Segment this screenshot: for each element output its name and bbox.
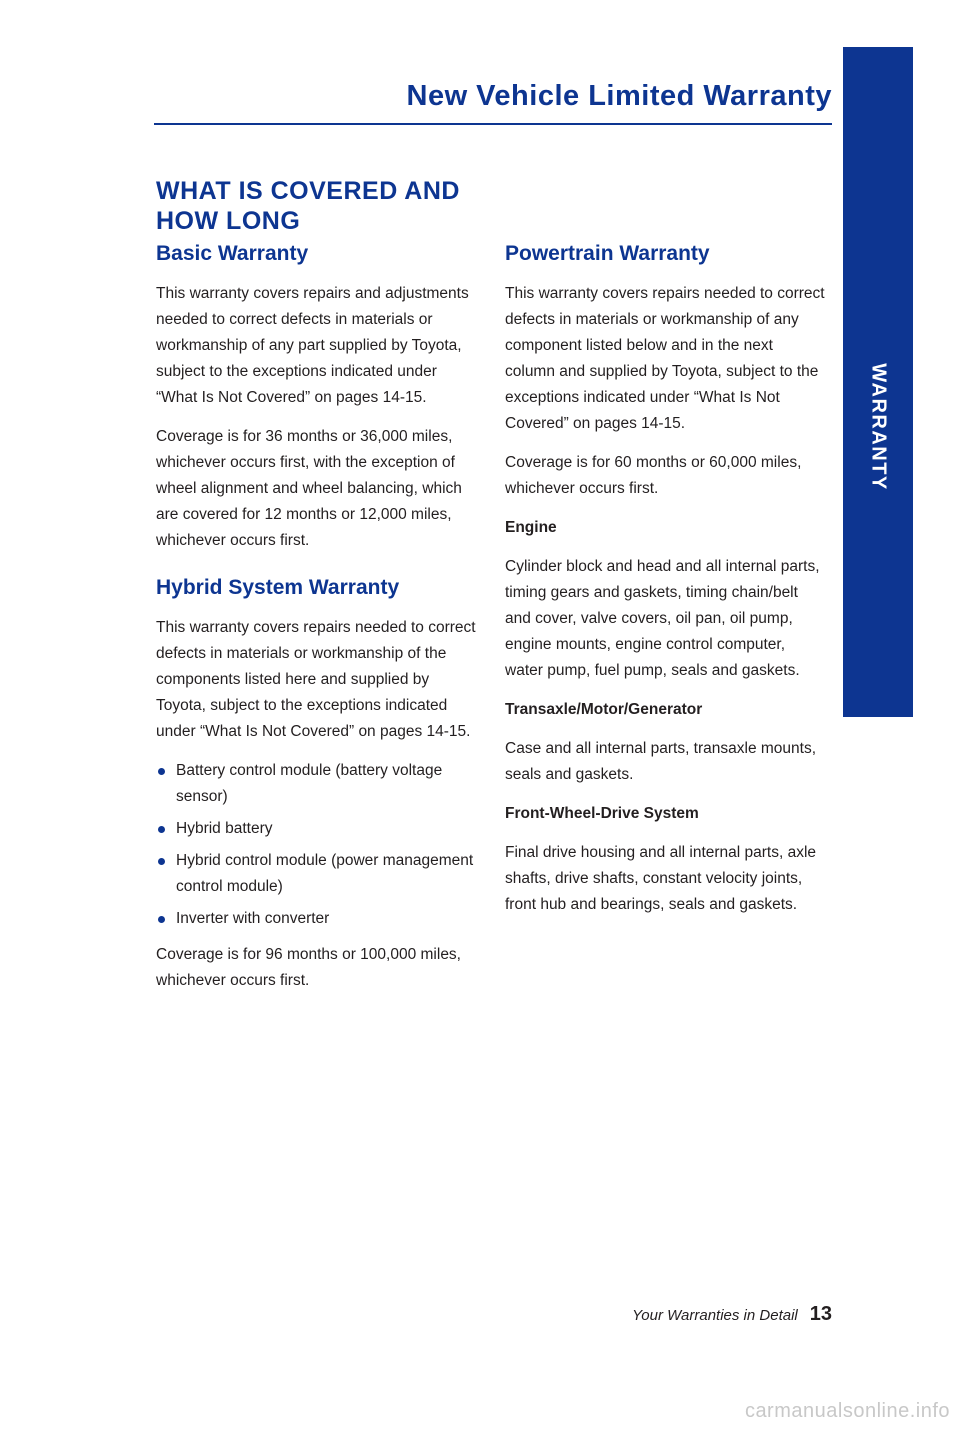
page-number: 13 bbox=[809, 1303, 832, 1325]
side-tab bbox=[843, 47, 913, 717]
section-title-line1: WHAT IS COVERED AND bbox=[156, 177, 460, 205]
engine-components: Cylinder block and head and all internal parts, timing gears and gaskets, timing chain/belt and cover, valve covers, oil pan, oil pump, engine mounts, engine control computer, water pump, fuel pump, seals and gaskets. bbox=[505, 558, 820, 679]
transaxle-subheading: Transaxle/Motor/Generator bbox=[505, 701, 703, 718]
basic-warranty-heading: Basic Warranty bbox=[156, 242, 309, 265]
bullet-icon bbox=[158, 826, 165, 833]
list-item-text: Inverter with converter bbox=[176, 910, 330, 927]
hybrid-components-list bbox=[156, 758, 476, 932]
list-item-text: Hybrid battery bbox=[176, 820, 273, 837]
powertrain-warranty-description: This warranty covers repairs needed to correct defects in materials or workmanship of any component listed below and in the next column and supplied by Toyota, subject to the exceptions indicated under “What Is Not Covered” on pages 14-15. bbox=[505, 285, 825, 432]
list-item bbox=[156, 906, 476, 932]
right-column bbox=[505, 240, 825, 931]
fwd-components: Final drive housing and all internal parts, axle shafts, drive shafts, constant velocity joints, front hub and bearings, seals and gaskets. bbox=[505, 844, 817, 913]
list-item bbox=[156, 758, 476, 810]
basic-warranty-description: This warranty covers repairs and adjustments needed to correct defects in materials or workmanship of any part supplied by Toyota, subject to the exceptions indicated under “What Is Not Covered” on pages 14-15. bbox=[156, 285, 469, 406]
list-item-text: Battery control module (battery voltage sensor) bbox=[176, 762, 443, 805]
footer-section-label: Your Warranties in Detail bbox=[632, 1307, 798, 1324]
bullet-icon bbox=[158, 916, 165, 923]
hybrid-warranty-description: This warranty covers repairs needed to correct defects in materials or workmanship of the components listed here and supplied by Toyota, subject to the exceptions indicated under “What Is Not Covered” on pages 14-15. bbox=[156, 619, 476, 740]
fwd-subheading: Front-Wheel-Drive System bbox=[505, 805, 699, 822]
section-title-line2: HOW LONG bbox=[156, 207, 301, 235]
section-title bbox=[156, 176, 496, 236]
page-header-title: New Vehicle Limited Warranty bbox=[406, 80, 832, 112]
hybrid-warranty-heading: Hybrid System Warranty bbox=[156, 576, 400, 599]
powertrain-warranty-heading: Powertrain Warranty bbox=[505, 242, 710, 265]
left-column bbox=[156, 240, 476, 1007]
header-divider bbox=[154, 123, 832, 125]
page-footer bbox=[560, 1303, 832, 1326]
list-item-text: Hybrid control module (power management control module) bbox=[176, 852, 474, 895]
basic-warranty-coverage: Coverage is for 36 months or 36,000 miles, whichever occurs first, with the exception of wheel alignment and wheel balancing, which are covered for 12 months or 12,000 miles, whichever occurs first. bbox=[156, 428, 462, 549]
watermark: carmanualsonline.info bbox=[744, 1400, 950, 1422]
list-item bbox=[156, 848, 476, 900]
powertrain-warranty-coverage: Coverage is for 60 months or 60,000 miles, whichever occurs first. bbox=[505, 454, 802, 497]
bullet-icon bbox=[158, 858, 165, 865]
hybrid-warranty-coverage: Coverage is for 96 months or 100,000 miles, whichever occurs first. bbox=[156, 946, 461, 989]
transaxle-components: Case and all internal parts, transaxle mounts, seals and gaskets. bbox=[505, 740, 817, 783]
bullet-icon bbox=[158, 768, 165, 775]
engine-subheading: Engine bbox=[505, 519, 557, 536]
list-item bbox=[156, 816, 476, 842]
side-tab-label: WARRANTY bbox=[867, 363, 890, 491]
